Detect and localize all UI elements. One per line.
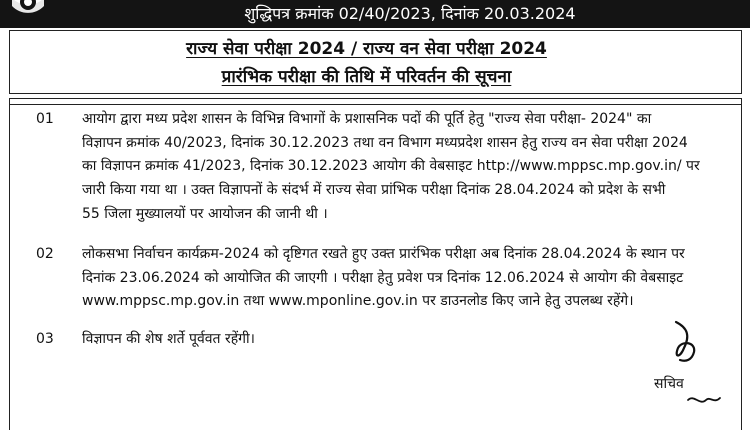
item-line: विज्ञापन की शेष शर्ते पूर्ववत रहेंगी। — [82, 331, 255, 347]
item-line: दिनांक 23.06.2024 को आयोजित की जाएगी । परीक्षा हेतु प्रवेश पत्र दिनांक 12.06.2024 से आयोग की वेबसाइट — [82, 269, 684, 286]
initial-mark-icon — [684, 392, 724, 412]
item-number: 03 — [36, 331, 54, 347]
item-text — [82, 328, 732, 352]
item-text — [82, 108, 732, 227]
item-line: जारी किया गया था । उक्त विज्ञापनों के संदर्भ में राज्य सेवा प्रांभिक परीक्षा दिनांक 28.04.2024 को प्रदेश के सभी — [82, 182, 666, 199]
item-line: विज्ञापन क्रमांक 40/2023, दिनांक 30.12.2023 तथा वन विभाग मध्यप्रदेश शासन हेतु राज्य वन सेवा परीक्षा 2024 — [82, 134, 688, 151]
header-bar — [0, 0, 750, 28]
item-number: 01 — [36, 111, 54, 127]
item-line: लोकसभा निर्वाचन कार्यक्रम-2024 को दृष्टिगत रखते हुए उक्त प्रारंभिक परीक्षा अब दिनांक 28.04.2024 के स्थान पर — [82, 246, 685, 262]
circular-number: शुद्धिपत्र क्रमांक 02/40/2023, दिनांक 20.03.2024 — [244, 4, 576, 23]
page-subtitle: प्रारंभिक परीक्षा की तिथि में परिवर्तन की सूचना — [221, 67, 512, 87]
item-number: 02 — [36, 246, 54, 262]
page-title: राज्य सेवा परीक्षा 2024 / राज्य वन सेवा परीक्षा 2024 — [186, 39, 547, 59]
designation: सचिव — [654, 376, 684, 392]
item-line: www.mppsc.mp.gov.in तथा www.mponline.gov.in पर डाउनलोड किए जाने हेतु उपलब्ध रहेंगे। — [82, 293, 634, 310]
item-line: 55 जिला मुख्यालयों पर आयोजन की जानी थी । — [82, 205, 328, 222]
item-line: का विज्ञापन क्रमांक 41/2023, दिनांक 30.12.2023 आयोग की वेबसाइट http://www.mppsc.mp.gov.in/ पर — [82, 158, 700, 175]
item-line: आयोग द्वारा मध्य प्रदेश शासन के विभिन्न विभागों के प्रशासनिक पदों की पूर्ति हेतु "राज्य सेवा परीक्षा- 2024" का — [82, 111, 652, 127]
divider — [9, 104, 742, 105]
signature-icon — [668, 318, 708, 366]
item-text — [82, 243, 732, 314]
